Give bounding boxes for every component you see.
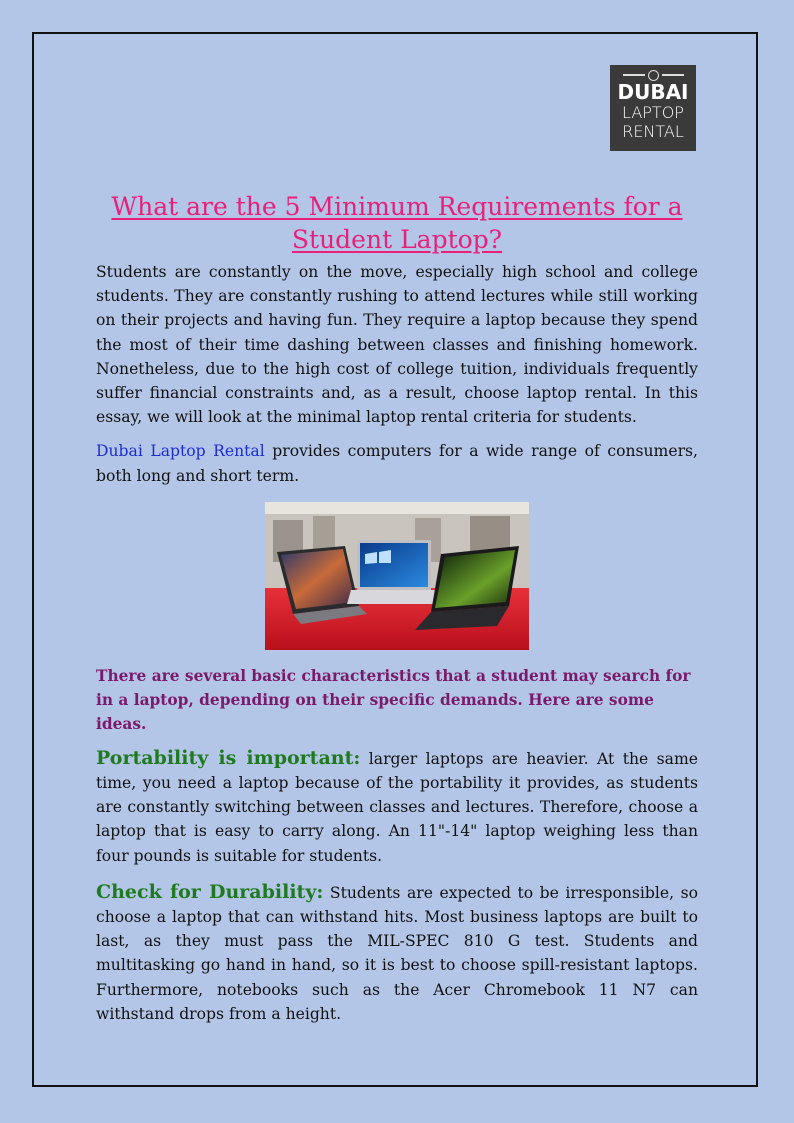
portability-body: larger laptops are heavier. At the same time, you need a laptop because of the portability it provides, as students are constantly switching between classes and lectures. Therefore, choose a laptop that is easy to carry along. An 11"-14" laptop weighing less than four pounds is suitable for students. bbox=[96, 749, 698, 865]
intro-paragraph: Students are constantly on the move, especially high school and college students. They are constantly rushing to attend lectures while still working on their projects and having fun. They require a laptop because they spend the most of their time dashing between classes and finishing homework. Nonetheless, due to the high cost of college tuition, individuals frequently suffer financial constraints and, as a result, choose laptop rental. In this essay, we will look at the minimal laptop rental criteria for students. bbox=[96, 263, 698, 427]
page-title bbox=[96, 190, 698, 256]
portability-heading: Portability is important: bbox=[96, 746, 361, 769]
characteristics-intro: There are several basic characteristics that a student may search for in a laptop, depending on their specific demands. Here are some ideas. bbox=[96, 666, 691, 733]
title-line-1: What are the 5 Minimum Requirements for a bbox=[111, 192, 683, 221]
logo-line-1: DUBAI bbox=[617, 80, 689, 104]
durability-section bbox=[96, 880, 698, 1026]
portability-section bbox=[96, 746, 698, 868]
article bbox=[96, 190, 698, 1026]
logo-line-2: LAPTOP bbox=[622, 103, 684, 122]
logo-line-3: RENTAL bbox=[622, 122, 684, 141]
rental-paragraph-text: provides computers for a wide range of consumers, both long and short term. bbox=[96, 442, 698, 485]
laptops-photo bbox=[265, 502, 529, 650]
title-line-2: Student Laptop? bbox=[291, 225, 503, 254]
dubai-laptop-rental-link[interactable]: Dubai Laptop Rental bbox=[96, 442, 265, 461]
dubai-laptop-rental-logo[interactable] bbox=[610, 65, 696, 151]
rental-paragraph bbox=[96, 439, 698, 487]
durability-body: Students are expected to be irresponsible, so choose a laptop that can withstand hits. Most business laptops are built to last, as they must pass the MIL-SPEC 810 G test. Students and multitasking go hand in hand, so it is best to choose spill-resistant laptops. Furthermore, notebooks such as the Acer Chromebook 11 N7 can withstand drops from a height. bbox=[96, 883, 699, 1023]
durability-heading: Check for Durability: bbox=[96, 880, 324, 903]
